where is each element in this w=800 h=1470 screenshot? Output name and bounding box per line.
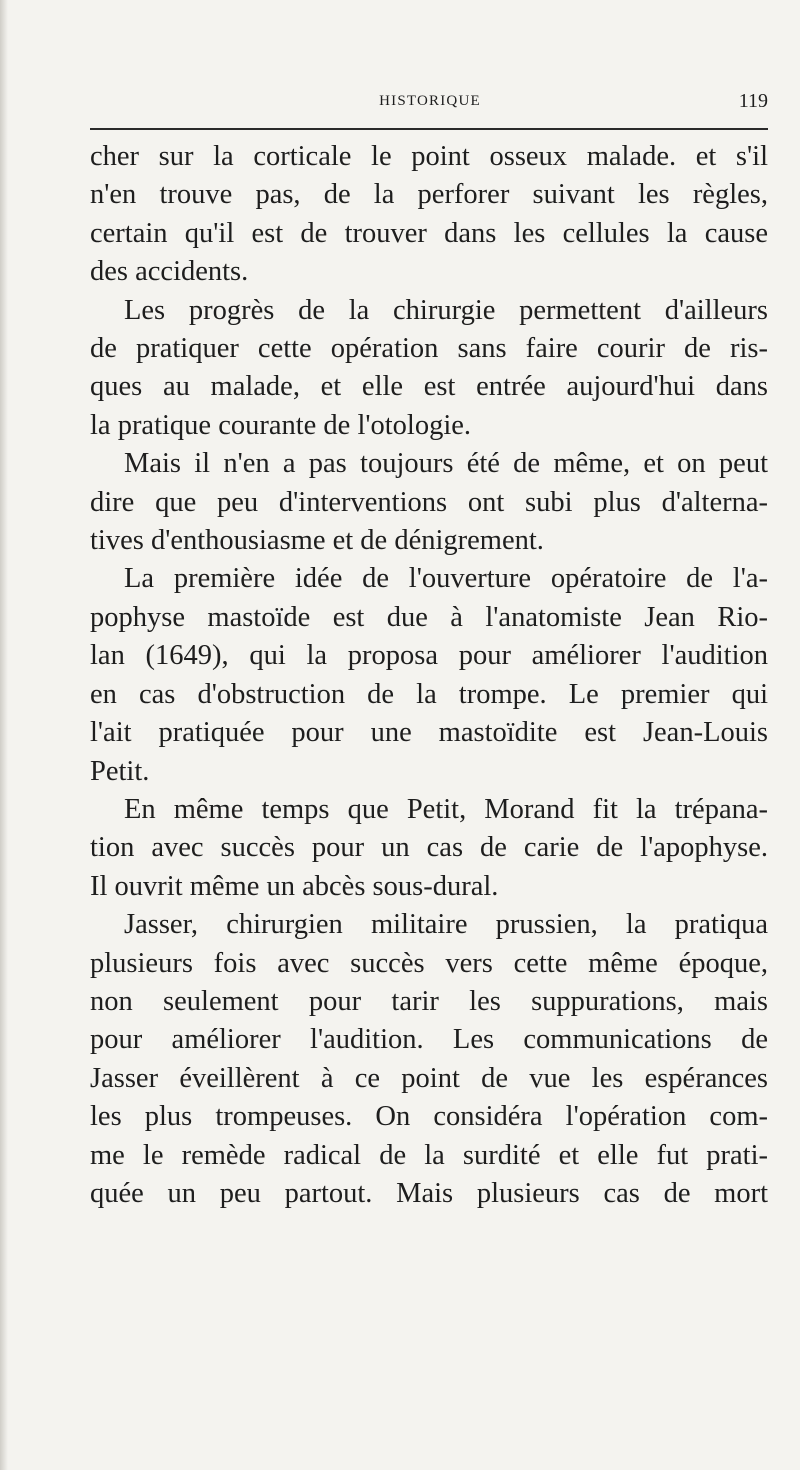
running-head (90, 86, 768, 116)
text-line: Mais il n'en a pas toujours été de même, et on peut (124, 448, 768, 480)
running-title: HISTORIQUE (379, 93, 481, 109)
text-line: Jasser, chirurgien militaire prussien, la pratiqua (124, 909, 768, 941)
text-line: Les progrès de la chirurgie permettent d'ailleurs (124, 294, 768, 326)
text-line: La première idée de l'ouverture opératoire de l'a- (124, 563, 768, 595)
text-line: de pratiquer cette opération sans faire courir de ris- (90, 333, 768, 365)
text-line: certain qu'il est de trouver dans les cellules la cause (90, 217, 768, 249)
text-line: tion avec succès pour un cas de carie de l'apophyse. (90, 832, 768, 864)
text-line: pophyse mastoïde est due à l'anatomiste Jean Rio- (90, 601, 768, 633)
text-line: Petit. (90, 755, 150, 787)
text-line: Il ouvrit même un abcès sous-dural. (90, 870, 499, 902)
text-line: plusieurs fois avec succès vers cette même époque, (90, 947, 768, 979)
text-line: n'en trouve pas, de la perforer suivant les règles, (90, 179, 768, 211)
binding-edge (0, 0, 8, 1470)
text-line: En même temps que Petit, Morand fit la trépana- (124, 793, 768, 825)
text-line: lan (1649), qui la proposa pour améliorer l'audition (90, 640, 768, 672)
text-line: cher sur la corticale le point osseux malade. et s'il (90, 141, 768, 172)
text-line: me le remède radical de la surdité et elle fut prati- (90, 1139, 768, 1171)
text-line: ques au malade, et elle est entrée aujourd'hui dans (90, 371, 768, 403)
page-number: 119 (738, 90, 768, 112)
text-line: quée un peu partout. Mais plusieurs cas de mort (90, 1177, 768, 1209)
text-line: des accidents. (90, 256, 249, 288)
text-line: non seulement pour tarir les suppurations, mais (90, 985, 768, 1017)
text-line: les plus trompeuses. On considéra l'opération com- (90, 1101, 768, 1133)
text-line: la pratique courante de l'otologie. (90, 409, 472, 441)
text-line: Jasser éveillèrent à ce point de vue les espérances (90, 1062, 768, 1094)
header-rule (90, 128, 768, 130)
text-line: pour améliorer l'audition. Les communications de (90, 1024, 768, 1056)
text-line: dire que peu d'interventions ont subi plus d'alterna- (90, 486, 768, 518)
text-line: l'ait pratiquée pour une mastoïdite est Jean-Louis (90, 717, 768, 749)
body-text (90, 138, 768, 1213)
text-line: en cas d'obstruction de la trompe. Le premier qui (90, 678, 768, 710)
text-line: tives d'enthousiasme et de dénigrement. (90, 525, 544, 557)
